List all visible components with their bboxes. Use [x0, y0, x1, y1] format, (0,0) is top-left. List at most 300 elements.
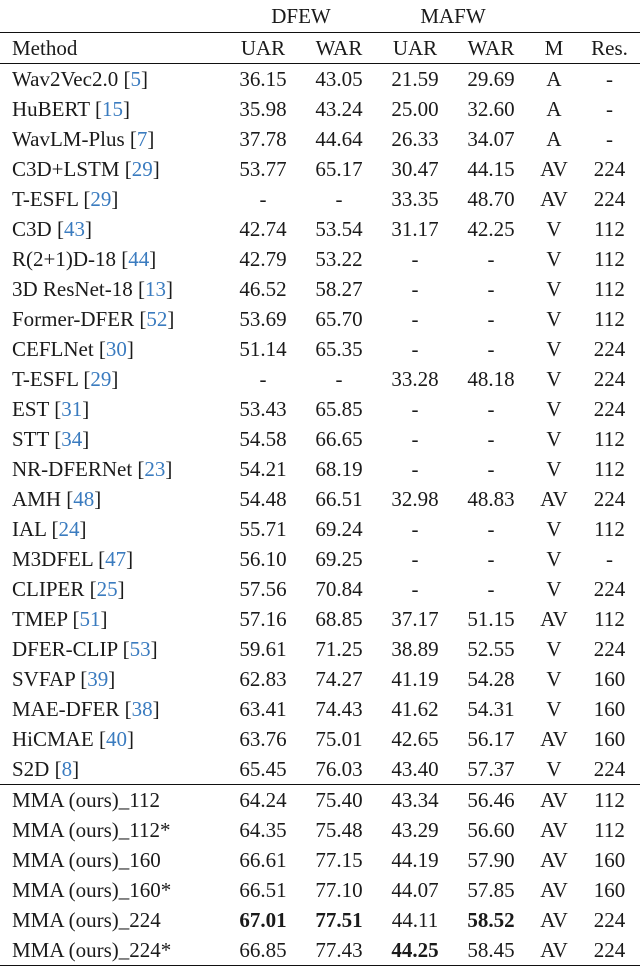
cell-mafw-war: 57.85	[467, 878, 515, 902]
cell-modality: V	[546, 367, 562, 391]
cell-mafw-uar: 30.47	[391, 157, 439, 181]
cell-dfew-uar: 42.74	[239, 217, 287, 241]
table-row	[0, 184, 640, 214]
method-name: MMA (ours)_224	[12, 908, 161, 932]
cell-dfew-uar: 67.01	[239, 908, 287, 932]
cell-mafw-uar: -	[411, 277, 419, 301]
citation-link[interactable]: 30	[105, 337, 127, 361]
cell-resolution: 112	[594, 457, 625, 481]
column-header-method: Method	[0, 33, 225, 64]
cell-resolution: 112	[594, 517, 625, 541]
citation-link[interactable]: 5	[130, 67, 141, 91]
cell-mafw-uar: 33.35	[391, 187, 439, 211]
cell-resolution: 224	[593, 757, 626, 781]
cell-modality: AV	[529, 935, 579, 966]
cell-method: T-ESFL [29]	[12, 187, 119, 211]
method-name: NR-DFERNet	[12, 457, 133, 481]
cell-dfew-uar: 51.14	[239, 337, 287, 361]
table-row	[0, 514, 640, 544]
method-name: Wav2Vec2.0	[12, 67, 119, 91]
cell-mafw-uar: 44.11	[391, 908, 439, 932]
cell-method: STT [34]	[12, 427, 90, 451]
method-name: T-ESFL	[12, 367, 79, 391]
cell-mafw-war: 29.69	[453, 64, 529, 95]
table-row	[0, 454, 640, 484]
cell-dfew-war: 44.64	[315, 127, 363, 151]
table-row	[0, 694, 640, 724]
cell-mafw-uar: -	[411, 547, 419, 571]
cell-resolution: -	[606, 547, 613, 571]
table-row	[0, 484, 640, 514]
cell-mafw-war: 54.31	[467, 697, 515, 721]
cell-mafw-uar: 21.59	[377, 64, 453, 95]
cell-mafw-uar: 25.00	[391, 97, 439, 121]
cell-dfew-uar: 66.51	[239, 878, 287, 902]
cell-mafw-war: -	[487, 397, 495, 421]
cell-method: C3D+LSTM [29]	[12, 157, 160, 181]
cell-mafw-war: 58.45	[453, 935, 529, 966]
cell-dfew-war: 74.27	[315, 667, 363, 691]
cell-dfew-war: 75.01	[315, 727, 363, 751]
cell-mafw-uar: 44.07	[391, 878, 439, 902]
table-row	[0, 274, 640, 304]
cell-mafw-uar: 42.65	[391, 727, 439, 751]
cell-modality: V	[546, 427, 562, 451]
cell-method: DFER-CLIP [53]	[12, 637, 158, 661]
cell-resolution: 160	[593, 848, 626, 872]
cell-mafw-uar: -	[411, 517, 419, 541]
cell-dfew-uar: 57.56	[239, 577, 287, 601]
cell-dfew-uar: 53.43	[239, 397, 287, 421]
group-header-dfew: DFEW	[271, 4, 331, 28]
table-group-header-row	[0, 0, 640, 33]
cell-dfew-uar: 64.35	[239, 818, 287, 842]
cell-mafw-uar: -	[411, 247, 419, 271]
cell-resolution: 112	[594, 818, 625, 842]
cell-dfew-uar: 64.24	[225, 785, 301, 816]
table-column-header-row	[0, 33, 640, 64]
method-name: M3DFEL	[12, 547, 93, 571]
cell-mafw-war: 48.83	[467, 487, 515, 511]
cell-dfew-war: 65.85	[315, 397, 363, 421]
method-name: MMA (ours)_112	[12, 788, 160, 812]
citation-link[interactable]: 25	[96, 577, 118, 601]
cell-resolution: 112	[594, 427, 625, 451]
cell-dfew-uar: -	[259, 187, 267, 211]
cell-method: S2D [8]	[12, 757, 80, 781]
column-header-dfew-war: WAR	[301, 33, 377, 64]
cell-dfew-war: 77.10	[315, 878, 363, 902]
cell-method: TMEP [51]	[12, 607, 108, 631]
table-row	[0, 214, 640, 244]
method-name: EST	[12, 397, 49, 421]
citation-link[interactable]: 38	[131, 697, 153, 721]
cell-modality: A	[546, 97, 562, 121]
cell-mafw-war: -	[487, 547, 495, 571]
cell-method	[0, 815, 225, 845]
citation-link[interactable]: 47	[105, 547, 127, 571]
citation-link[interactable]: 13	[144, 277, 166, 301]
cell-mafw-war: 48.18	[467, 367, 515, 391]
method-name: R(2+1)D-18	[12, 247, 116, 271]
cell-method	[0, 845, 225, 875]
cell-resolution: 224	[593, 337, 626, 361]
cell-modality: AV	[540, 818, 568, 842]
table-row	[0, 154, 640, 184]
cell-method: HiCMAE [40]	[12, 727, 134, 751]
cell-resolution: 112	[594, 307, 625, 331]
citation-link[interactable]: 31	[61, 397, 83, 421]
cell-dfew-war: 75.40	[301, 785, 377, 816]
cell-modality: AV	[540, 487, 568, 511]
method-name: HiCMAE	[12, 727, 94, 751]
method-name: MMA (ours)_160	[12, 848, 161, 872]
cell-mafw-war: 51.15	[467, 607, 515, 631]
cell-mafw-war: 58.52	[467, 908, 515, 932]
cell-resolution: 224	[593, 367, 626, 391]
cell-resolution: 160	[593, 727, 626, 751]
table-row	[0, 724, 640, 754]
cell-mafw-war: 42.25	[467, 217, 515, 241]
cell-dfew-war: 77.15	[315, 848, 363, 872]
cell-modality: AV	[529, 785, 579, 816]
cell-modality: V	[546, 757, 562, 781]
cell-dfew-war: 65.35	[315, 337, 363, 361]
cell-method: CLIPER [25]	[12, 577, 125, 601]
cell-modality: V	[546, 667, 562, 691]
table-row	[0, 604, 640, 634]
cell-modality: AV	[540, 157, 568, 181]
method-name: 3D ResNet-18	[12, 277, 133, 301]
cell-method: WavLM-Plus [7]	[12, 127, 155, 151]
cell-mafw-uar: 43.34	[377, 785, 453, 816]
cell-dfew-uar: 54.21	[239, 457, 287, 481]
cell-mafw-uar: -	[411, 457, 419, 481]
method-name: DFER-CLIP	[12, 637, 118, 661]
table-row	[0, 905, 640, 935]
cell-mafw-uar: -	[411, 397, 419, 421]
cell-resolution: 160	[593, 697, 626, 721]
table-row	[0, 935, 640, 966]
cell-method	[0, 785, 225, 816]
cell-resolution: -	[606, 97, 613, 121]
citation-link[interactable]: 39	[87, 667, 109, 691]
cell-dfew-war: 68.85	[315, 607, 363, 631]
table-row	[0, 815, 640, 845]
cell-modality: AV	[540, 187, 568, 211]
column-header-mafw-war: WAR	[453, 33, 529, 64]
table-row	[0, 634, 640, 664]
group-spacer	[579, 0, 640, 33]
cell-method: SVFAP [39]	[12, 667, 116, 691]
citation-link[interactable]: 29	[131, 157, 153, 181]
cell-resolution: 224	[593, 637, 626, 661]
cell-mafw-war: 57.37	[467, 757, 515, 781]
cell-mafw-war: 57.90	[467, 848, 515, 872]
cell-mafw-war: -	[487, 427, 495, 451]
cell-dfew-war: 77.43	[301, 935, 377, 966]
column-header-dfew-uar: UAR	[225, 33, 301, 64]
cell-resolution: 224	[593, 187, 626, 211]
cell-mafw-war: 54.28	[467, 667, 515, 691]
cell-mafw-uar: 32.98	[391, 487, 439, 511]
cell-method: MAE-DFER [38]	[12, 697, 160, 721]
cell-dfew-war: 43.24	[315, 97, 363, 121]
column-header-modality: M	[529, 33, 579, 64]
method-name: MMA (ours)_224*	[12, 938, 172, 962]
method-name: S2D	[12, 757, 50, 781]
method-name: HuBERT	[12, 97, 90, 121]
cell-dfew-uar: 53.69	[239, 307, 287, 331]
cell-mafw-war: -	[487, 577, 495, 601]
cell-mafw-uar: -	[411, 337, 419, 361]
table-row	[0, 124, 640, 154]
table-row	[0, 94, 640, 124]
table-row	[0, 64, 640, 95]
cell-modality: A	[546, 127, 562, 151]
method-name: Former-DFER	[12, 307, 135, 331]
cell-method: 3D ResNet-18 [13]	[12, 277, 173, 301]
citation-link[interactable]: 29	[90, 187, 112, 211]
cell-mafw-war: 56.46	[453, 785, 529, 816]
method-name: C3D+LSTM	[12, 157, 120, 181]
group-spacer	[529, 0, 579, 33]
cell-dfew-uar: 53.77	[239, 157, 287, 181]
table-row	[0, 364, 640, 394]
cell-method: EST [31]	[12, 397, 90, 421]
cell-modality: AV	[540, 878, 568, 902]
cell-dfew-war: -	[335, 187, 343, 211]
cell-dfew-war: 76.03	[315, 757, 363, 781]
cell-dfew-war: 65.17	[315, 157, 363, 181]
cell-modality: V	[546, 217, 562, 241]
table-row	[0, 544, 640, 574]
cell-resolution: 224	[593, 908, 626, 932]
cell-mafw-war: 32.60	[467, 97, 515, 121]
cell-dfew-war: 43.05	[301, 64, 377, 95]
cell-mafw-uar: 43.40	[391, 757, 439, 781]
cell-mafw-war: -	[487, 337, 495, 361]
cell-method: HuBERT [15]	[12, 97, 130, 121]
citation-link[interactable]: 44	[128, 247, 150, 271]
cell-dfew-uar: 36.15	[225, 64, 301, 95]
cell-modality: V	[546, 517, 562, 541]
column-header-resolution: Res.	[579, 33, 640, 64]
table-row	[0, 334, 640, 364]
cell-modality: V	[546, 247, 562, 271]
cell-mafw-uar: 43.29	[391, 818, 439, 842]
cell-mafw-war: 56.60	[467, 818, 515, 842]
cell-method: Wav2Vec2.0 [5]	[0, 64, 225, 95]
method-name: SVFAP	[12, 667, 76, 691]
cell-resolution: 224	[593, 487, 626, 511]
cell-mafw-war: 48.70	[467, 187, 515, 211]
cell-dfew-war: 53.22	[315, 247, 363, 271]
citation-link[interactable]: 23	[144, 457, 166, 481]
cell-resolution: 224	[593, 577, 626, 601]
method-name: IAL	[12, 517, 47, 541]
cell-resolution: 160	[593, 667, 626, 691]
citation-link[interactable]: 8	[61, 757, 73, 781]
citation-link[interactable]: 51	[79, 607, 101, 631]
cell-mafw-war: -	[487, 307, 495, 331]
cell-method: AMH [48]	[12, 487, 102, 511]
cell-mafw-war: 56.17	[467, 727, 515, 751]
cell-dfew-uar: 55.71	[239, 517, 287, 541]
cell-method	[0, 905, 225, 935]
cell-modality: V	[546, 697, 562, 721]
cell-mafw-war: -	[487, 517, 495, 541]
method-name: TMEP	[12, 607, 68, 631]
citation-link[interactable]: 53	[129, 637, 151, 661]
method-name: CLIPER	[12, 577, 85, 601]
table-row	[0, 244, 640, 274]
citation-link[interactable]: 34	[61, 427, 83, 451]
cell-method	[0, 935, 225, 966]
cell-dfew-uar: -	[259, 367, 267, 391]
cell-dfew-war: 58.27	[315, 277, 363, 301]
citation-link[interactable]: 48	[73, 487, 95, 511]
cell-mafw-uar: -	[411, 577, 419, 601]
cell-dfew-war: 70.84	[315, 577, 363, 601]
cell-dfew-uar: 59.61	[239, 637, 287, 661]
cell-dfew-uar: 66.85	[225, 935, 301, 966]
table-row	[0, 394, 640, 424]
method-name: T-ESFL	[12, 187, 79, 211]
citation-link[interactable]: 29	[90, 367, 112, 391]
cell-mafw-uar: 26.33	[391, 127, 439, 151]
table-row	[0, 785, 640, 816]
table-row	[0, 875, 640, 905]
cell-resolution: 112	[594, 607, 625, 631]
cell-method: M3DFEL [47]	[12, 547, 134, 571]
cell-dfew-uar: 63.41	[239, 697, 287, 721]
cell-dfew-uar: 66.61	[239, 848, 287, 872]
cell-dfew-war: 74.43	[315, 697, 363, 721]
citation-link[interactable]: 43	[63, 217, 85, 241]
cell-dfew-uar: 62.83	[239, 667, 287, 691]
cell-mafw-war: -	[487, 247, 495, 271]
cell-resolution: 112	[594, 217, 625, 241]
cell-modality: AV	[540, 848, 568, 872]
cell-dfew-war: -	[335, 367, 343, 391]
cell-resolution: 160	[593, 878, 626, 902]
citation-link[interactable]: 24	[58, 517, 80, 541]
cell-method: CEFLNet [30]	[12, 337, 134, 361]
cell-dfew-uar: 35.98	[239, 97, 287, 121]
cell-modality: V	[546, 547, 562, 571]
cell-resolution: 112	[579, 785, 640, 816]
table-row	[0, 574, 640, 604]
cell-method: C3D [43]	[12, 217, 92, 241]
cell-dfew-uar: 56.10	[239, 547, 287, 571]
cell-mafw-war: -	[487, 457, 495, 481]
cell-resolution: 224	[593, 157, 626, 181]
cell-mafw-uar: -	[411, 427, 419, 451]
cell-dfew-uar: 54.58	[239, 427, 287, 451]
cell-dfew-war: 77.51	[315, 908, 363, 932]
cell-modality: V	[546, 397, 562, 421]
group-spacer	[0, 0, 225, 33]
cell-resolution: 112	[594, 247, 625, 271]
cell-method	[0, 875, 225, 905]
method-name: CEFLNet	[12, 337, 94, 361]
table-row	[0, 664, 640, 694]
cell-mafw-war: -	[487, 277, 495, 301]
table-body	[0, 64, 640, 966]
cell-dfew-war: 53.54	[315, 217, 363, 241]
cell-mafw-uar: 37.17	[391, 607, 439, 631]
cell-modality: AV	[540, 727, 568, 751]
cell-dfew-uar: 63.76	[239, 727, 287, 751]
method-name: MMA (ours)_160*	[12, 878, 172, 902]
cell-method: NR-DFERNet [23]	[12, 457, 173, 481]
cell-modality: AV	[540, 908, 568, 932]
cell-modality: V	[546, 457, 562, 481]
method-name: STT	[12, 427, 49, 451]
table-row	[0, 424, 640, 454]
group-header-mafw: MAFW	[420, 4, 486, 28]
method-name: WavLM-Plus	[12, 127, 125, 151]
cell-method: T-ESFL [29]	[12, 367, 119, 391]
column-header-mafw-uar: UAR	[377, 33, 453, 64]
citation-link[interactable]: 15	[101, 97, 123, 121]
cell-mafw-uar: -	[411, 307, 419, 331]
cell-mafw-uar: 33.28	[391, 367, 439, 391]
cell-dfew-war: 69.24	[315, 517, 363, 541]
cell-dfew-uar: 57.16	[239, 607, 287, 631]
method-name: MMA (ours)_112*	[12, 818, 171, 842]
citation-link[interactable]: 52	[146, 307, 168, 331]
cell-dfew-uar: 65.45	[239, 757, 287, 781]
cell-dfew-war: 75.48	[315, 818, 363, 842]
cell-modality: V	[546, 277, 562, 301]
table-row	[0, 845, 640, 875]
cell-modality: V	[546, 577, 562, 601]
cell-dfew-war: 71.25	[315, 637, 363, 661]
cell-mafw-uar: 44.19	[391, 848, 439, 872]
method-name: C3D	[12, 217, 52, 241]
cell-resolution: -	[606, 127, 613, 151]
method-name: MAE-DFER	[12, 697, 120, 721]
table-row	[0, 304, 640, 334]
cell-dfew-war: 66.65	[315, 427, 363, 451]
cell-dfew-uar: 37.78	[239, 127, 287, 151]
cell-modality: AV	[540, 607, 568, 631]
cell-mafw-war: 34.07	[467, 127, 515, 151]
cell-modality: A	[529, 64, 579, 95]
cell-mafw-uar: 31.17	[391, 217, 439, 241]
cell-modality: V	[546, 307, 562, 331]
cell-mafw-uar: 38.89	[391, 637, 439, 661]
cell-dfew-war: 69.25	[315, 547, 363, 571]
cell-resolution: -	[579, 64, 640, 95]
cell-resolution: 112	[594, 277, 625, 301]
cell-mafw-uar: 41.62	[391, 697, 439, 721]
table-row	[0, 754, 640, 785]
cell-method: R(2+1)D-18 [44]	[12, 247, 157, 271]
cell-method: Former-DFER [52]	[12, 307, 175, 331]
cell-dfew-war: 65.70	[315, 307, 363, 331]
cell-mafw-war: 52.55	[467, 637, 515, 661]
citation-link[interactable]: 40	[105, 727, 127, 751]
cell-resolution: 224	[593, 397, 626, 421]
cell-dfew-uar: 54.48	[239, 487, 287, 511]
cell-resolution: 224	[579, 935, 640, 966]
method-name: AMH	[12, 487, 62, 511]
cell-mafw-uar: 41.19	[391, 667, 439, 691]
citation-link[interactable]: 7	[136, 127, 148, 151]
